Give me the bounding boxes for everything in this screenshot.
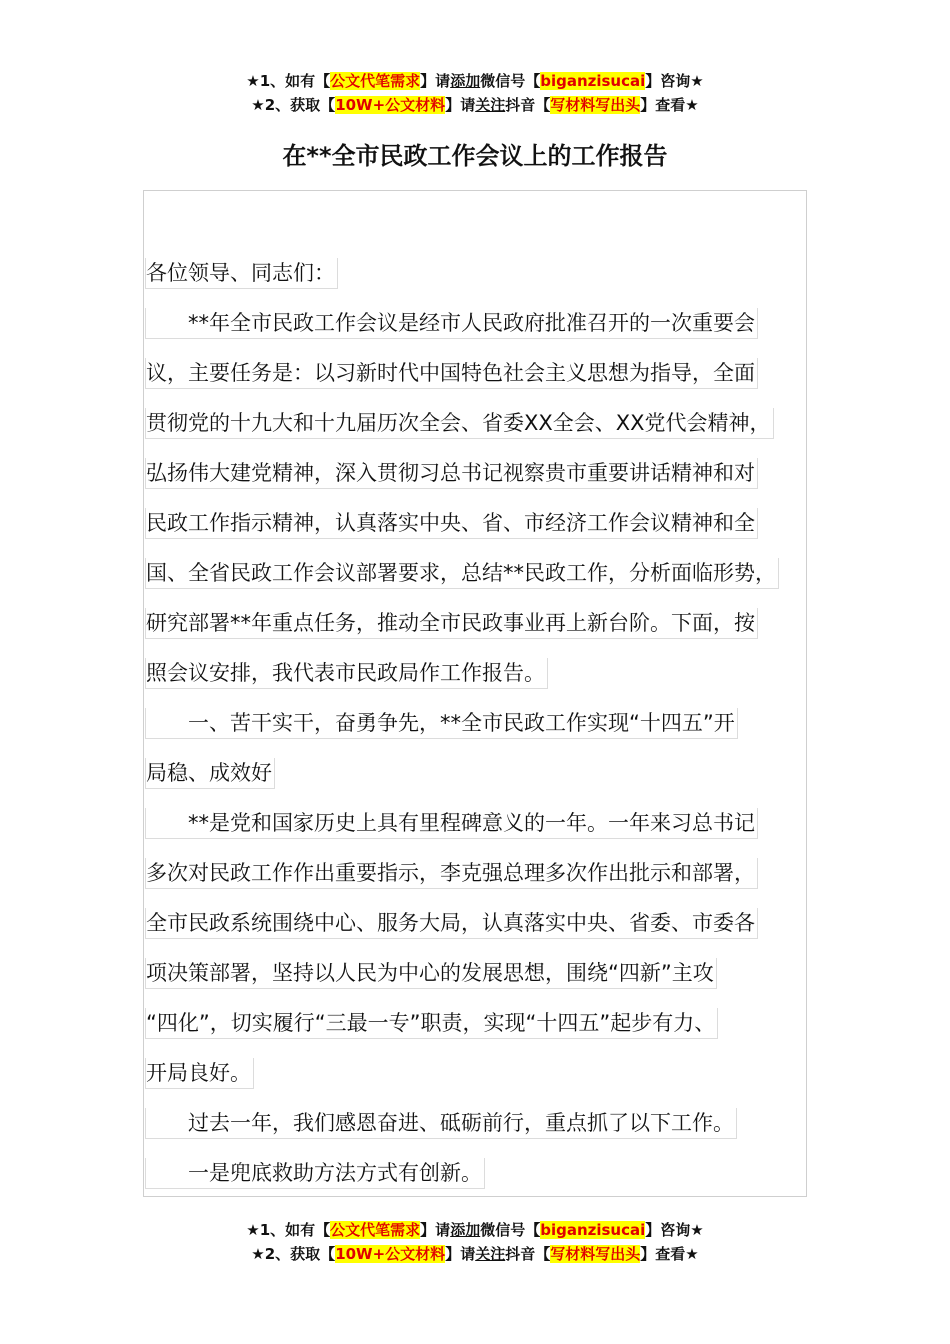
body-line — [145, 1108, 845, 1158]
body-line-text: 研究部署**年重点任务，推动全市民政事业再上新台阶。下面，按 — [145, 608, 758, 639]
banner-highlight: 公文代笔需求 — [330, 72, 421, 90]
banner-highlight: 10W+公文材料 — [335, 96, 446, 114]
banner-text: 】查看★ — [640, 96, 699, 114]
banner-text: 】请 — [420, 1221, 451, 1239]
body-line-text: 国、全省民政工作会议部署要求，总结**民政工作，分析面临形势， — [145, 558, 779, 589]
banner-underline: 关注 — [475, 96, 506, 114]
promo-banner-bottom-line-2 — [0, 1243, 950, 1265]
star-icon: ★ — [251, 1245, 265, 1263]
banner-highlight-douyin: 写材料写出头 — [550, 96, 641, 114]
body-line — [145, 658, 845, 708]
body-line-text: 民政工作指示精神，认真落实中央、省、市经济工作会议精神和全 — [145, 508, 758, 539]
body-line — [145, 808, 845, 858]
promo-banner-top-line-1 — [0, 70, 950, 92]
body-line — [145, 758, 845, 808]
banner-text: 】请 — [445, 1245, 476, 1263]
banner-text: 微信号【 — [480, 1221, 541, 1239]
body-line — [145, 1158, 845, 1208]
banner-text: 1、如有【 — [259, 72, 331, 90]
body-line-text: **是党和国家历史上具有里程碑意义的一年。一年来习总书记 — [145, 808, 758, 839]
body-line-text: 开局良好。 — [145, 1058, 254, 1089]
body-line-text: 贯彻党的十九大和十九届历次全会、省委XX全会、XX党代会精神， — [145, 408, 774, 439]
banner-text: 】咨询★ — [645, 1221, 704, 1239]
body-line-text: 议，主要任务是：以习新时代中国特色社会主义思想为指导，全面 — [145, 358, 758, 389]
banner-text: 抖音【 — [505, 96, 551, 114]
body-line — [145, 858, 845, 908]
body-line-text: 项决策部署，坚持以人民为中心的发展思想，围绕“四新”主攻 — [145, 958, 717, 989]
banner-highlight: 10W+公文材料 — [335, 1245, 446, 1263]
promo-banner-top-line-2 — [0, 94, 950, 116]
body-line — [145, 358, 845, 408]
banner-underline: 添加 — [450, 1221, 481, 1239]
body-line-text: 多次对民政工作作出重要指示，李克强总理多次作出批示和部署， — [145, 858, 758, 889]
star-icon: ★ — [251, 96, 265, 114]
body-line — [145, 458, 845, 508]
body-line — [145, 508, 845, 558]
banner-text: 】请 — [420, 72, 451, 90]
body-line — [145, 1058, 845, 1108]
body-line-text: 弘扬伟大建党精神，深入贯彻习总书记视察贵市重要讲话精神和对 — [145, 458, 758, 489]
banner-highlight-wechat: biganzisucai — [540, 72, 646, 90]
body-line-text: 照会议安排，我代表市民政局作工作报告。 — [145, 658, 548, 689]
promo-banner-bottom-line-1 — [0, 1219, 950, 1241]
banner-highlight-wechat: biganzisucai — [540, 1221, 646, 1239]
body-line — [145, 908, 845, 958]
banner-text: 抖音【 — [505, 1245, 551, 1263]
body-line — [145, 1008, 845, 1058]
banner-highlight: 公文代笔需求 — [330, 1221, 421, 1239]
body-line — [145, 708, 845, 758]
banner-text: 】咨询★ — [645, 72, 704, 90]
banner-underline: 关注 — [475, 1245, 506, 1263]
body-line-text: **年全市民政工作会议是经市人民政府批准召开的一次重要会 — [145, 308, 758, 339]
star-icon: ★ — [246, 72, 260, 90]
body-line-text: 各位领导、同志们： — [145, 258, 338, 289]
banner-text: 】查看★ — [640, 1245, 699, 1263]
body-line-text: 一是兜底救助方法方式有创新。 — [145, 1158, 485, 1189]
banner-highlight-douyin: 写材料写出头 — [550, 1245, 641, 1263]
section-heading-text: 局稳、成效好 — [145, 758, 275, 789]
body-line-text: 过去一年，我们感恩奋进、砥砺前行，重点抓了以下工作。 — [145, 1108, 737, 1139]
banner-text: 2、获取【 — [264, 96, 336, 114]
body-line — [145, 558, 845, 608]
body-line-text: “四化”，切实履行“三最一专”职责，实现“十四五”起步有力、 — [145, 1008, 718, 1039]
star-icon: ★ — [246, 1221, 260, 1239]
body-line-text: 全市民政系统围绕中心、服务大局，认真落实中央、省委、市委各 — [145, 908, 758, 939]
banner-underline: 添加 — [450, 72, 481, 90]
document-title: 在**全市民政工作会议上的工作报告 — [282, 142, 668, 170]
document-body — [145, 258, 845, 1208]
body-line — [145, 408, 845, 458]
body-line — [145, 308, 845, 358]
banner-text: 1、如有【 — [259, 1221, 331, 1239]
banner-text: 2、获取【 — [264, 1245, 336, 1263]
section-heading-text: 一、苦干实干，奋勇争先，**全市民政工作实现“十四五”开 — [145, 708, 738, 739]
banner-text: 微信号【 — [480, 72, 541, 90]
body-line — [145, 608, 845, 658]
banner-text: 】请 — [445, 96, 476, 114]
body-line — [145, 958, 845, 1008]
body-line — [145, 258, 845, 308]
